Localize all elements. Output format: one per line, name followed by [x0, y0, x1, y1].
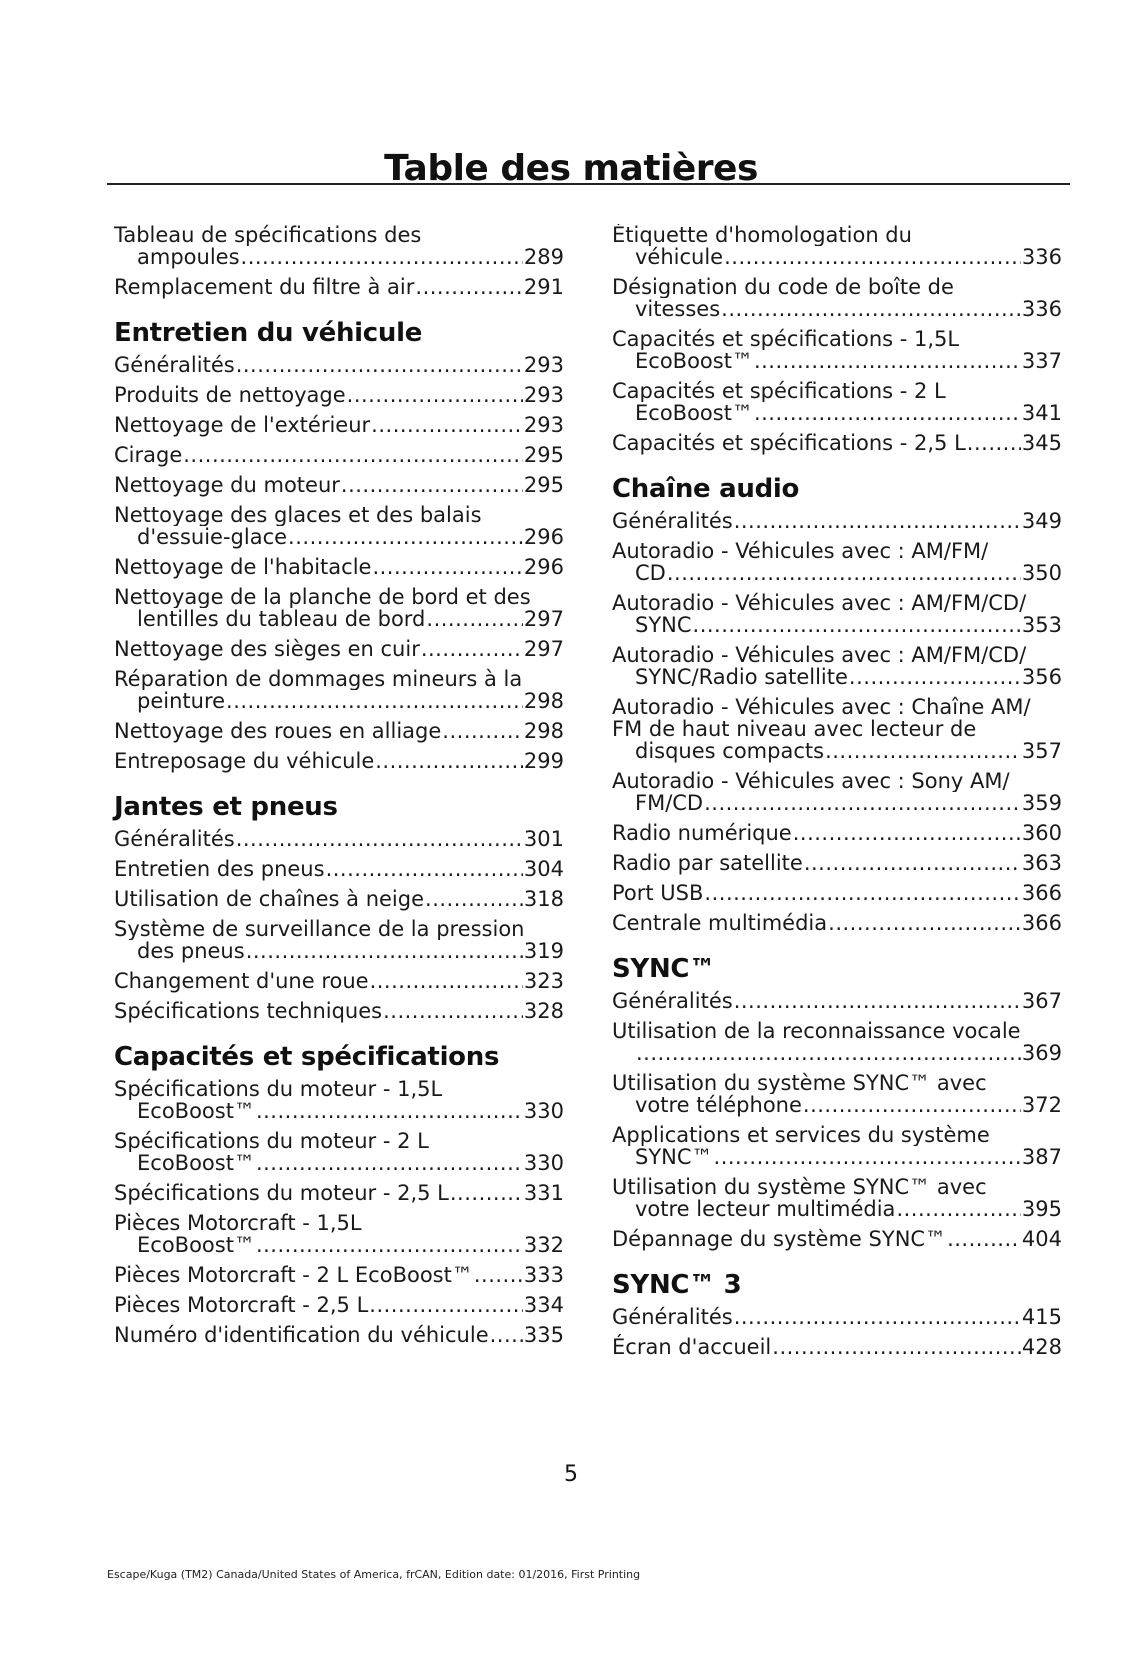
toc-entry[interactable] — [114, 888, 564, 910]
entry-title-row — [612, 666, 1062, 688]
entry-title-row — [612, 740, 1062, 762]
toc-entry[interactable] — [612, 432, 1062, 454]
toc-entry[interactable] — [612, 510, 1062, 532]
dot-leader — [347, 384, 523, 406]
entry-page-number: 366 — [1021, 881, 1062, 905]
dot-leader — [421, 638, 523, 660]
entry-title-row — [612, 1042, 1062, 1064]
toc-section — [114, 790, 564, 1022]
toc-entry[interactable] — [612, 912, 1062, 934]
dot-leader — [236, 828, 523, 850]
entry-title-text: peinture — [137, 689, 226, 713]
toc-entry[interactable] — [114, 918, 564, 962]
toc-entry[interactable] — [612, 276, 1062, 320]
entry-title-row — [114, 556, 564, 578]
entry-title-row — [612, 350, 1062, 372]
dot-leader — [803, 1094, 1021, 1116]
toc-entry[interactable] — [114, 474, 564, 496]
entry-title-text: Généralités — [114, 353, 235, 377]
entry-title-line: Nettoyage de la planche de bord et des — [114, 586, 531, 608]
entry-title-row — [612, 614, 1062, 636]
toc-entry[interactable] — [612, 592, 1062, 636]
entry-title-text: Entreposage du véhicule — [114, 749, 375, 773]
toc-entry[interactable] — [114, 970, 564, 992]
entry-title-line: Utilisation du système SYNC™ avec — [612, 1176, 987, 1198]
entry-title-line: Autoradio - Véhicules avec : Chaîne AM/ — [612, 696, 1031, 718]
entry-title-row — [114, 414, 564, 436]
section-heading: Entretien du véhicule — [114, 318, 423, 348]
entry-title-row — [114, 1100, 564, 1122]
entry-title-text: Nettoyage du moteur — [114, 473, 340, 497]
entry-title-text: Produits de nettoyage — [114, 383, 346, 407]
toc-entry[interactable] — [114, 720, 564, 742]
entry-title-text: Généralités — [612, 509, 733, 533]
dot-leader — [370, 970, 523, 992]
entry-title-text: Nettoyage de l'habitacle — [114, 555, 372, 579]
entry-page-number: 323 — [523, 969, 564, 993]
entry-page-number: 353 — [1021, 613, 1062, 637]
entry-title-text: Pièces Motorcraft - 2,5 L — [114, 1293, 369, 1317]
entry-title-line: Spécifications du moteur - 1,5L — [114, 1078, 443, 1100]
entry-title-line: Autoradio - Véhicules avec : AM/FM/ — [612, 540, 989, 562]
toc-entry[interactable] — [114, 1212, 564, 1256]
entry-title-line: Autoradio - Véhicules avec : Sony AM/ — [612, 770, 1010, 792]
entry-title-text: SYNC — [635, 613, 692, 637]
dot-leader — [967, 432, 1021, 454]
dot-leader — [474, 1264, 523, 1286]
entry-title-row — [114, 638, 564, 660]
toc-entry[interactable] — [114, 586, 564, 630]
dot-leader — [450, 1182, 523, 1204]
entry-title-row — [114, 246, 564, 268]
entry-page-number: 404 — [1021, 1227, 1062, 1251]
dot-leader — [226, 690, 523, 712]
toc-entry[interactable] — [612, 822, 1062, 844]
dot-leader — [793, 822, 1021, 844]
toc-entry[interactable] — [612, 852, 1062, 874]
entry-page-number: 334 — [523, 1293, 564, 1317]
entry-page-number: 293 — [523, 353, 564, 377]
toc-entry[interactable] — [114, 1324, 564, 1346]
entry-title-line: Utilisation du système SYNC™ avec — [612, 1072, 987, 1094]
entry-title-text: d'essuie-glace — [137, 525, 288, 549]
entry-page-number: 349 — [1021, 509, 1062, 533]
entry-page-number: 336 — [1021, 297, 1062, 321]
entry-page-number: 357 — [1021, 739, 1062, 763]
entry-page-number: 289 — [523, 245, 564, 269]
entry-title-row — [114, 858, 564, 880]
entry-title-text: Nettoyage de l'extérieur — [114, 413, 371, 437]
toc-entry[interactable] — [114, 556, 564, 578]
entry-page-number: 372 — [1021, 1093, 1062, 1117]
entry-page-number: 293 — [523, 413, 564, 437]
toc-entry[interactable] — [114, 1264, 564, 1286]
toc-entry[interactable] — [114, 828, 564, 850]
dot-leader — [734, 1306, 1021, 1328]
title-divider — [107, 183, 1070, 185]
entry-title-text: EcoBoost™ — [137, 1151, 255, 1175]
dot-leader — [383, 1000, 523, 1022]
entry-title-row — [114, 1234, 564, 1256]
entry-title-row — [114, 474, 564, 496]
toc-entry[interactable] — [114, 354, 564, 376]
toc-right-column — [612, 224, 1062, 1366]
dot-leader — [256, 1100, 523, 1122]
entry-page-number: 395 — [1021, 1197, 1062, 1221]
entry-title-text: Écran d'accueil — [612, 1335, 772, 1359]
entry-page-number: 331 — [523, 1181, 564, 1205]
entry-title-row — [612, 852, 1062, 874]
entry-title-text: SYNC™ — [635, 1145, 713, 1169]
entry-title-row — [114, 1152, 564, 1174]
dot-leader — [667, 562, 1021, 584]
entry-title-line: Système de surveillance de la pression — [114, 918, 525, 940]
toc-section — [612, 472, 1062, 934]
entry-title-line: Utilisation de la reconnaissance vocale — [612, 1020, 1021, 1042]
entry-title-text: Dépannage du système SYNC™ — [612, 1227, 947, 1251]
toc-entry[interactable] — [612, 1228, 1062, 1250]
entry-title-line: Tableau de spécifications des — [114, 224, 422, 246]
toc-entry[interactable] — [612, 380, 1062, 424]
dot-leader — [490, 1324, 523, 1346]
entry-title-row — [612, 990, 1062, 1012]
dot-leader — [772, 1336, 1021, 1358]
dot-leader — [371, 414, 523, 436]
entry-page-number: 298 — [523, 689, 564, 713]
section-heading: SYNC™ 3 — [612, 1270, 742, 1300]
entry-title-text: vitesses — [635, 297, 721, 321]
entry-title-text: Généralités — [612, 1305, 733, 1329]
toc-entry[interactable] — [612, 990, 1062, 1012]
entry-page-number: 333 — [523, 1263, 564, 1287]
entry-title-row — [114, 1294, 564, 1316]
toc-entry[interactable] — [612, 882, 1062, 904]
entry-title-line: Autoradio - Véhicules avec : AM/FM/CD/ — [612, 592, 1027, 614]
toc-entry[interactable] — [612, 770, 1062, 814]
entry-page-number: 360 — [1021, 821, 1062, 845]
entry-page-number: 366 — [1021, 911, 1062, 935]
entry-title-row — [114, 276, 564, 298]
entry-page-number: 304 — [523, 857, 564, 881]
entry-page-number: 291 — [523, 275, 564, 299]
toc-entry[interactable] — [114, 224, 564, 268]
entry-title-text: FM/CD — [635, 791, 704, 815]
entry-title-line: Étiquette d'homologation du — [612, 224, 912, 246]
entry-page-number: 332 — [523, 1233, 564, 1257]
toc-entry[interactable] — [114, 414, 564, 436]
dot-leader — [375, 750, 523, 772]
entry-title-text: Port USB — [612, 881, 704, 905]
toc-entry[interactable] — [114, 1130, 564, 1174]
entry-page-number: 337 — [1021, 349, 1062, 373]
entry-title-row — [114, 1264, 564, 1286]
entry-title-row — [612, 1198, 1062, 1220]
entry-page-number: 328 — [523, 999, 564, 1023]
entry-title-text: CD — [635, 561, 666, 585]
section-heading: Chaîne audio — [612, 474, 800, 504]
dot-leader — [804, 852, 1021, 874]
entry-page-number: 335 — [523, 1323, 564, 1347]
entry-title-text: Radio par satellite — [612, 851, 803, 875]
toc-entry[interactable] — [114, 276, 564, 298]
entry-title-row — [612, 822, 1062, 844]
entry-title-row — [612, 298, 1062, 320]
entry-page-number: 295 — [523, 473, 564, 497]
entry-title-line: Autoradio - Véhicules avec : AM/FM/CD/ — [612, 644, 1027, 666]
toc-entry[interactable] — [114, 1294, 564, 1316]
toc-entry[interactable] — [612, 1020, 1062, 1064]
toc-entry[interactable] — [612, 644, 1062, 688]
entry-page-number: 330 — [523, 1151, 564, 1175]
entry-page-number: 341 — [1021, 401, 1062, 425]
entry-title-row — [612, 432, 1062, 454]
entry-title-text: Spécifications techniques — [114, 999, 383, 1023]
entry-title-text: SYNC/Radio satellite — [635, 665, 848, 689]
entry-title-text: votre téléphone — [635, 1093, 802, 1117]
toc-section — [612, 1268, 1062, 1358]
entry-title-text: Pièces Motorcraft - 2 L EcoBoost™ — [114, 1263, 473, 1287]
toc-section — [612, 224, 1062, 454]
entry-page-number: 345 — [1021, 431, 1062, 455]
dot-leader — [947, 1228, 1021, 1250]
entry-title-text: Cirage — [114, 443, 183, 467]
entry-page-number: 301 — [523, 827, 564, 851]
entry-title-row — [114, 888, 564, 910]
entry-title-row — [114, 608, 564, 630]
footer-edition-info: Escape/Kuga (TM2) Canada/United States of America, frCAN, Edition date: 01/2016, First Printing — [107, 1568, 641, 1581]
toc-entry[interactable] — [114, 750, 564, 772]
entry-title-row — [114, 720, 564, 742]
dot-leader — [825, 740, 1021, 762]
entry-title-row — [114, 384, 564, 406]
dot-leader — [734, 510, 1021, 532]
dot-leader — [636, 1042, 1021, 1064]
entry-title-line: Capacités et spécifications - 1,5L — [612, 328, 960, 350]
entry-title-line: Capacités et spécifications - 2 L — [612, 380, 946, 402]
toc-entry[interactable] — [612, 540, 1062, 584]
entry-title-row — [612, 1146, 1062, 1168]
entry-page-number: 319 — [523, 939, 564, 963]
entry-title-text: Généralités — [114, 827, 235, 851]
entry-title-line: Nettoyage des glaces et des balais — [114, 504, 482, 526]
entry-title-line: Spécifications du moteur - 2 L — [114, 1130, 429, 1152]
dot-leader — [704, 882, 1020, 904]
dot-leader — [326, 858, 523, 880]
dot-leader — [426, 608, 523, 630]
entry-title-text: EcoBoost™ — [635, 401, 753, 425]
entry-title-line: Pièces Motorcraft - 1,5L — [114, 1212, 362, 1234]
dot-leader — [425, 888, 523, 910]
section-heading: SYNC™ — [612, 954, 715, 984]
entry-page-number: 296 — [523, 525, 564, 549]
dot-leader — [372, 556, 522, 578]
entry-title-text: des pneus — [137, 939, 245, 963]
entry-title-line: Désignation du code de boîte de — [612, 276, 954, 298]
entry-title-row — [114, 690, 564, 712]
dot-leader — [828, 912, 1021, 934]
entry-title-row — [114, 526, 564, 548]
entry-title-line: FM de haut niveau avec lecteur de — [612, 718, 977, 740]
entry-title-text: Remplacement du filtre à air — [114, 275, 415, 299]
entry-title-text: véhicule — [635, 245, 724, 269]
page-number: 5 — [564, 1462, 578, 1487]
entry-title-row — [114, 1324, 564, 1346]
entry-title-text: Centrale multimédia — [612, 911, 828, 935]
dot-leader — [704, 792, 1021, 814]
toc-entry[interactable] — [114, 638, 564, 660]
toc-entry[interactable] — [612, 1124, 1062, 1168]
entry-title-row — [114, 354, 564, 376]
entry-title-row — [612, 912, 1062, 934]
toc-entry[interactable] — [612, 1176, 1062, 1220]
entry-page-number: 350 — [1021, 561, 1062, 585]
entry-title-row — [114, 1000, 564, 1022]
entry-page-number: 296 — [523, 555, 564, 579]
dot-leader — [724, 246, 1021, 268]
entry-title-text: Radio numérique — [612, 821, 792, 845]
entry-title-row — [612, 1228, 1062, 1250]
entry-title-row — [114, 970, 564, 992]
dot-leader — [849, 666, 1021, 688]
toc-entry[interactable] — [612, 696, 1062, 762]
page-title: Table des matières — [384, 148, 758, 190]
toc-left-column — [114, 224, 564, 1354]
entry-title-text: EcoBoost™ — [137, 1233, 255, 1257]
dot-leader — [721, 298, 1021, 320]
entry-title-text: Utilisation de chaînes à neige — [114, 887, 425, 911]
entry-title-row — [114, 750, 564, 772]
entry-title-row — [114, 828, 564, 850]
dot-leader — [896, 1198, 1020, 1220]
entry-page-number: 299 — [523, 749, 564, 773]
entry-page-number: 356 — [1021, 665, 1062, 689]
dot-leader — [754, 402, 1021, 424]
entry-title-row — [612, 792, 1062, 814]
dot-leader — [415, 276, 523, 298]
entry-title-text: Capacités et spécifications - 2,5 L — [612, 431, 966, 455]
dot-leader — [734, 990, 1021, 1012]
dot-leader — [236, 354, 523, 376]
toc-entry[interactable] — [612, 1306, 1062, 1328]
entry-page-number: 293 — [523, 383, 564, 407]
dot-leader — [442, 720, 523, 742]
entry-page-number: 367 — [1021, 989, 1062, 1013]
entry-title-row — [612, 562, 1062, 584]
dot-leader — [714, 1146, 1021, 1168]
toc-entry[interactable] — [114, 384, 564, 406]
entry-title-row — [114, 940, 564, 962]
dot-leader — [241, 246, 523, 268]
toc-entry[interactable] — [612, 328, 1062, 372]
entry-title-text: Numéro d'identification du véhicule — [114, 1323, 489, 1347]
entry-page-number: 369 — [1021, 1041, 1062, 1065]
entry-page-number: 298 — [523, 719, 564, 743]
toc-entry[interactable] — [114, 1000, 564, 1022]
entry-title-row — [612, 1336, 1062, 1358]
toc-entry[interactable] — [114, 1078, 564, 1122]
entry-page-number: 363 — [1021, 851, 1062, 875]
entry-title-text: Changement d'une roue — [114, 969, 369, 993]
entry-page-number: 297 — [523, 637, 564, 661]
toc-section — [114, 316, 564, 772]
entry-title-text: EcoBoost™ — [137, 1099, 255, 1123]
dot-leader — [754, 350, 1021, 372]
entry-title-text: Spécifications du moteur - 2,5 L — [114, 1181, 449, 1205]
dot-leader — [288, 526, 523, 548]
entry-page-number: 415 — [1021, 1305, 1062, 1329]
toc-section — [114, 1040, 564, 1346]
toc-entry[interactable] — [114, 504, 564, 548]
dot-leader — [183, 444, 523, 466]
entry-title-text: lentilles du tableau de bord — [137, 607, 426, 631]
entry-title-row — [612, 882, 1062, 904]
section-heading: Jantes et pneus — [114, 792, 338, 822]
dot-leader — [256, 1152, 523, 1174]
entry-page-number: 387 — [1021, 1145, 1062, 1169]
entry-page-number: 297 — [523, 607, 564, 631]
entry-title-text: EcoBoost™ — [635, 349, 753, 373]
entry-title-text: ampoules — [137, 245, 240, 269]
toc-section — [114, 224, 564, 298]
entry-title-text: Généralités — [612, 989, 733, 1013]
entry-page-number: 359 — [1021, 791, 1062, 815]
entry-title-text: Nettoyage des roues en alliage — [114, 719, 442, 743]
dot-leader — [246, 940, 523, 962]
entry-title-row — [114, 1182, 564, 1204]
entry-title-text: votre lecteur multimédia — [635, 1197, 896, 1221]
entry-title-row — [612, 510, 1062, 532]
entry-title-text: Entretien des pneus — [114, 857, 325, 881]
toc-section — [612, 952, 1062, 1250]
dot-leader — [256, 1234, 523, 1256]
toc-entry[interactable] — [612, 1072, 1062, 1116]
entry-title-row — [114, 444, 564, 466]
dot-leader — [341, 474, 523, 496]
entry-page-number: 428 — [1021, 1335, 1062, 1359]
toc-entry[interactable] — [114, 1182, 564, 1204]
toc-entry[interactable] — [114, 668, 564, 712]
entry-page-number: 318 — [523, 887, 564, 911]
section-heading: Capacités et spécifications — [114, 1042, 500, 1072]
entry-title-row — [612, 1094, 1062, 1116]
dot-leader — [693, 614, 1021, 636]
entry-title-line: Applications et services du système — [612, 1124, 990, 1146]
entry-title-row — [612, 246, 1062, 268]
toc-entry[interactable] — [114, 444, 564, 466]
entry-page-number: 295 — [523, 443, 564, 467]
toc-entry[interactable] — [612, 224, 1062, 268]
entry-page-number: 330 — [523, 1099, 564, 1123]
dot-leader — [369, 1294, 523, 1316]
entry-title-row — [612, 402, 1062, 424]
entry-title-text: disques compacts — [635, 739, 825, 763]
entry-title-row — [612, 1306, 1062, 1328]
toc-entry[interactable] — [612, 1336, 1062, 1358]
entry-title-text: Nettoyage des sièges en cuir — [114, 637, 420, 661]
toc-entry[interactable] — [114, 858, 564, 880]
entry-page-number: 336 — [1021, 245, 1062, 269]
entry-title-line: Réparation de dommages mineurs à la — [114, 668, 523, 690]
